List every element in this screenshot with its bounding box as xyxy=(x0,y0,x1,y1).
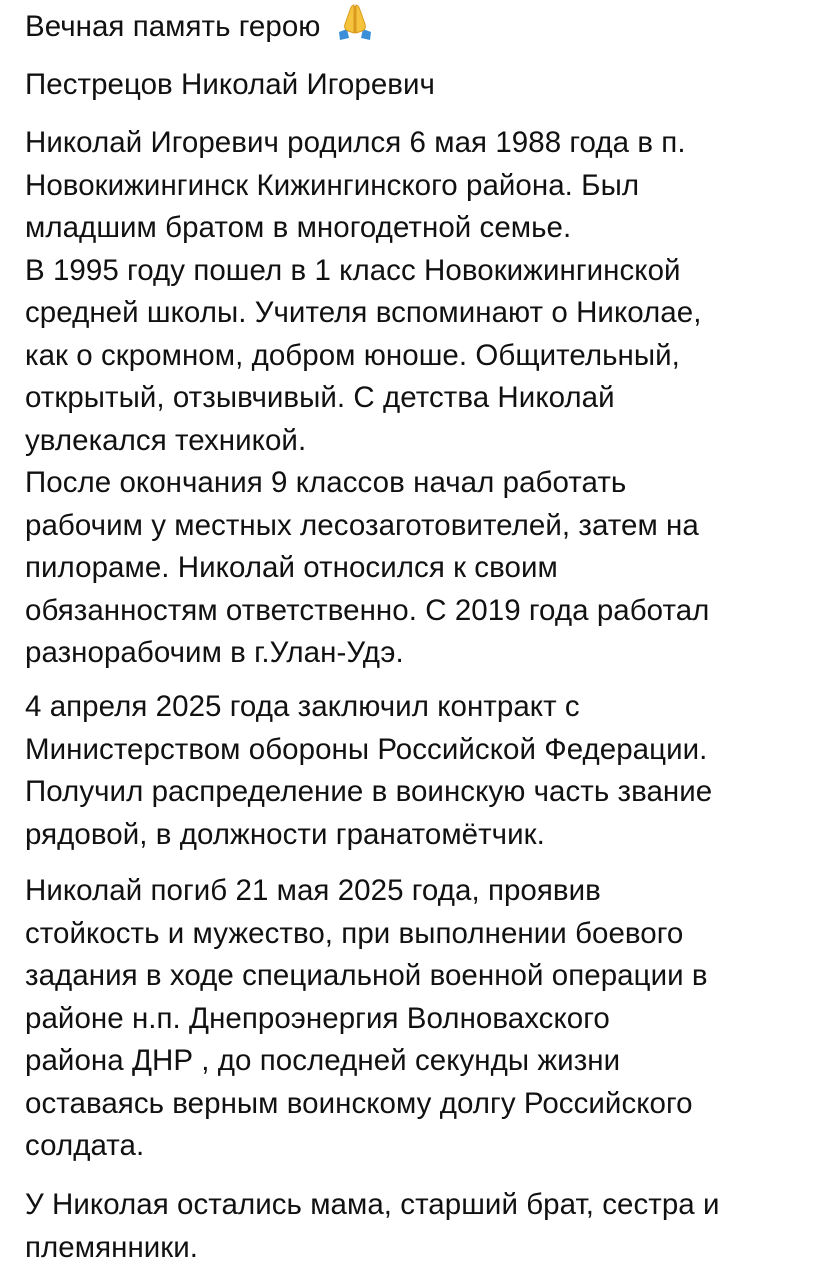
death-line: Николай погиб 21 мая 2025 года, проявив xyxy=(25,874,601,907)
contract-line: Получил распределение в воинскую часть звание xyxy=(25,775,713,808)
family-paragraph xyxy=(25,1184,720,1269)
bio-line: В 1995 году пошел в 1 класс Новокижингинской xyxy=(25,253,681,287)
death-line: оставаясь верным воинскому долгу Российского xyxy=(25,1086,693,1120)
hero-name-text: Пестрецов Николай Игоревич xyxy=(25,68,435,101)
death-line: задания в ходе специальной военной операции в xyxy=(25,959,708,992)
death-paragraph xyxy=(25,870,708,1168)
family-line: племянники. xyxy=(25,1230,199,1264)
contract-line: рядовой, в должности гранатомётчик. xyxy=(25,817,545,851)
death-line: солдата. xyxy=(25,1129,145,1162)
post-title-line xyxy=(25,2,377,49)
contract-paragraph xyxy=(25,686,712,856)
family-line: У Николая остались мама, старший брат, сестра и xyxy=(25,1188,720,1221)
death-line: районе н.п. Днепроэнергия Волновахского xyxy=(25,1001,610,1035)
folded-hands-icon xyxy=(333,2,377,42)
contract-line: 4 апреля 2025 года заключил контракт с xyxy=(25,690,580,723)
bio-line: Николай Игоревич родился 6 мая 1988 года в п. xyxy=(25,126,686,159)
bio-line: открытый, отзывчивый. С детства Николай xyxy=(25,381,615,414)
bio-line: увлекался техникой. xyxy=(25,423,307,457)
bio-line: обязанностям ответственно. С 2019 года работал xyxy=(25,593,710,627)
bio-line: рабочим у местных лесозаготовителей, затем на xyxy=(25,508,699,542)
contract-line: Министерством обороны Российской Федерации. xyxy=(25,732,708,766)
death-line: стойкость и мужество, при выполнении боевого xyxy=(25,916,684,950)
bio-line: разнорабочим в г.Улан-Удэ. xyxy=(25,636,404,669)
bio-line: После окончания 9 классов начал работать xyxy=(25,466,627,499)
post-title: Вечная память герою xyxy=(25,10,321,43)
bio-line: пилораме. Николай относился к своим xyxy=(25,551,558,584)
death-line: района ДНР , до последней секунды жизни xyxy=(25,1044,621,1077)
bio-line: младшим братом в многодетной семье. xyxy=(25,211,572,244)
bio-line: Новокижингинск Кижингинского района. Был xyxy=(25,168,640,202)
hero-name xyxy=(25,64,435,107)
bio-line: как о скромном, добром юноше. Общительный, xyxy=(25,338,680,372)
biography-paragraph xyxy=(25,122,709,675)
bio-line: средней школы. Учителя вспоминают о Николае, xyxy=(25,296,702,329)
